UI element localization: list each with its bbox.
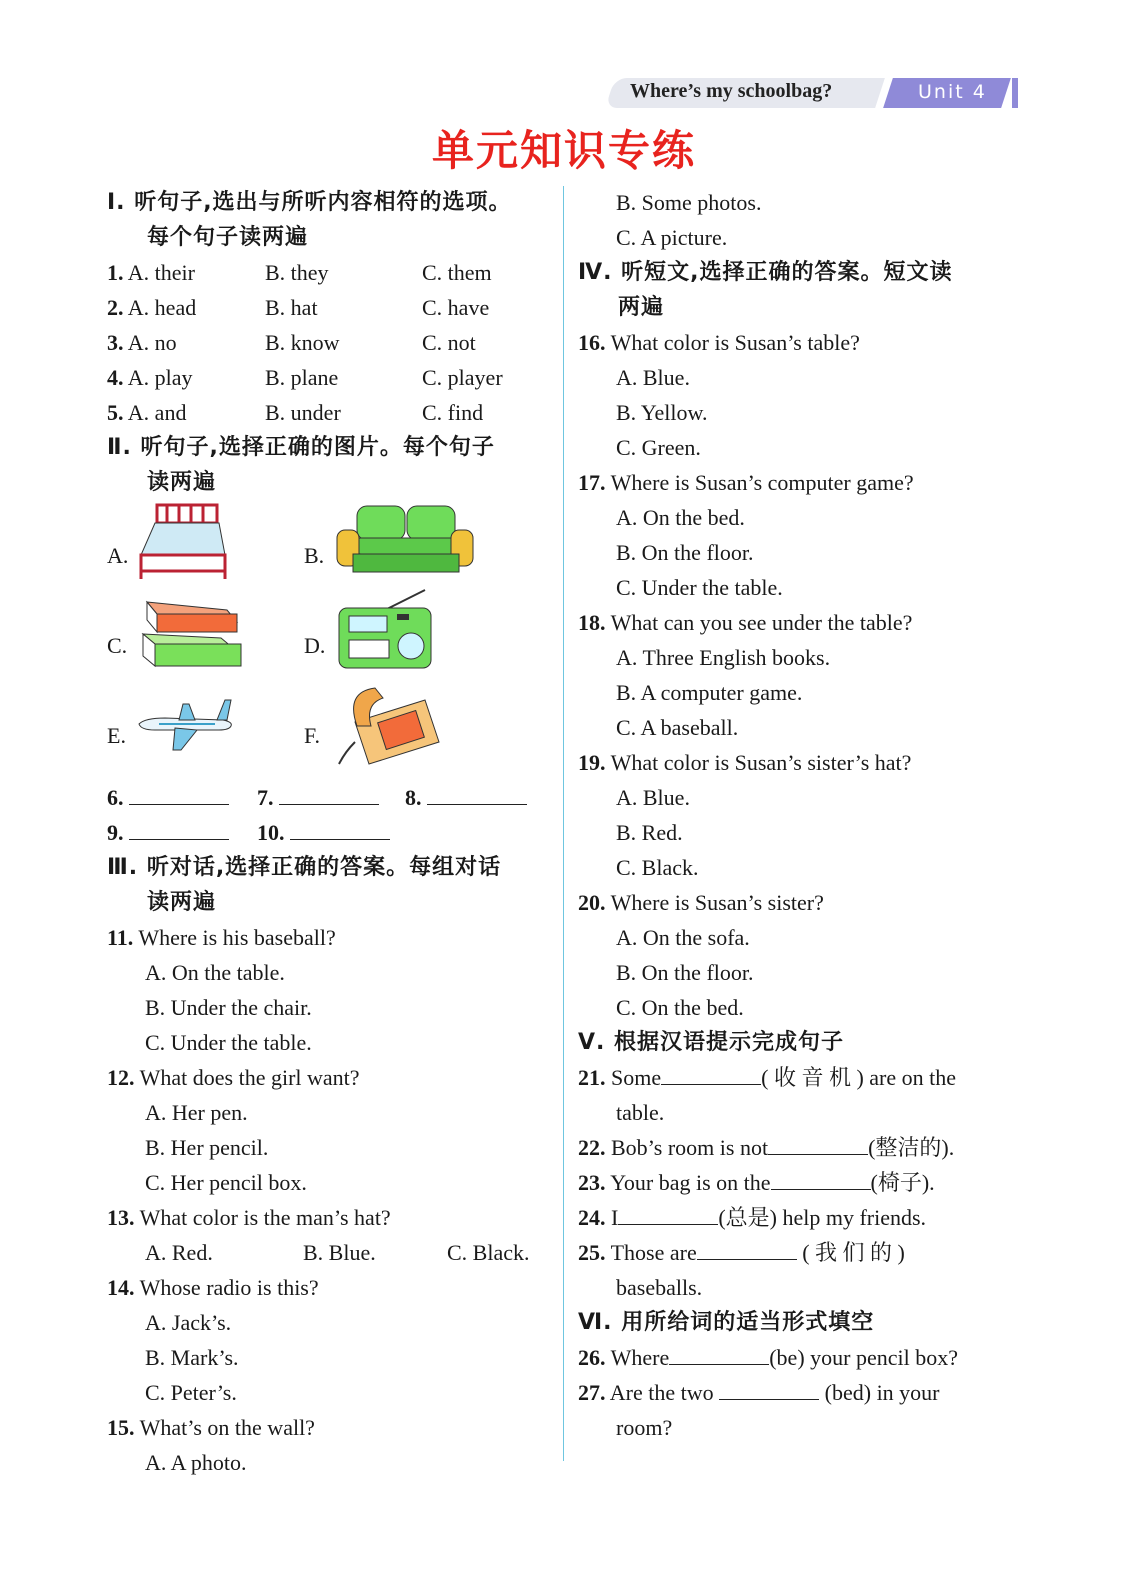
question-number: 6. <box>107 785 124 810</box>
option-b: B. plane <box>265 365 339 390</box>
sentence-continuation: table. <box>616 1100 665 1125</box>
chinese-hint: (椅子). <box>870 1170 935 1195</box>
answer-blank-10[interactable] <box>290 817 390 840</box>
sentence-start: Some <box>611 1065 662 1090</box>
section-1-title: Ⅰ. 听句子,选出与所听内容相符的选项。 <box>107 190 512 215</box>
option-a: A. play <box>127 365 193 390</box>
question-24 <box>578 1200 1023 1235</box>
question-12 <box>107 1060 552 1095</box>
word-hint: (bed) in your <box>824 1380 940 1405</box>
question-17 <box>578 465 1023 500</box>
option-b: B. A computer game. <box>616 680 803 705</box>
question-number: 22. <box>578 1135 606 1160</box>
question-number: 24. <box>578 1205 606 1230</box>
option-c: C. Peter’s. <box>145 1380 237 1405</box>
option-b: B. hat <box>265 295 318 320</box>
option-b: B. know <box>265 330 340 355</box>
question-number: 21. <box>578 1065 606 1090</box>
picture-label-d: D. <box>304 633 326 658</box>
option-a: A. On the sofa. <box>616 925 750 950</box>
sentence-start: I <box>611 1205 619 1230</box>
question-number: 26. <box>578 1345 606 1370</box>
answer-blank-9[interactable] <box>129 817 229 840</box>
question-13-options <box>107 1235 552 1270</box>
section-3-title: Ⅲ. 听对话,选择正确的答案。每组对话 <box>107 855 502 880</box>
answer-blank-7[interactable] <box>279 782 379 805</box>
unit-tab-bar <box>1012 78 1018 108</box>
right-column <box>578 185 1023 1445</box>
unit-title: Where’s my schoolbag? <box>630 80 833 102</box>
question-26 <box>578 1340 1023 1375</box>
section-4-title-cont: 两遍 <box>618 295 665 320</box>
option-b: B. under <box>265 400 341 425</box>
option-a: A. Three English books. <box>616 645 831 670</box>
option-b: B. Under the chair. <box>145 995 312 1020</box>
question-text: Where is Susan’s sister? <box>610 890 824 915</box>
question-number: 5. <box>107 400 124 425</box>
question-number: 3. <box>107 330 124 355</box>
section-6-title: Ⅵ. 用所给词的适当形式填空 <box>578 1310 875 1335</box>
option-b: B. Her pencil. <box>145 1135 269 1160</box>
section-3-title-cont: 读两遍 <box>147 890 217 915</box>
answer-blank-8[interactable] <box>427 782 527 805</box>
question-text: Where is his baseball? <box>138 925 336 950</box>
option-c: C. A picture. <box>616 225 728 250</box>
question-text: Whose radio is this? <box>139 1275 319 1300</box>
option-b: B. they <box>265 260 329 285</box>
question-number: 2. <box>107 295 124 320</box>
question-5 <box>107 395 552 430</box>
section-2-title: Ⅱ. 听句子,选择正确的图片。每个句子 <box>107 435 495 460</box>
question-13 <box>107 1200 552 1235</box>
airplane-icon <box>135 690 235 760</box>
answer-blank-26[interactable] <box>669 1342 769 1365</box>
question-number: 4. <box>107 365 124 390</box>
answer-blank-25[interactable] <box>697 1237 797 1260</box>
chinese-hint: ( 收 音 机 ) <box>761 1065 864 1090</box>
answer-blank-23[interactable] <box>771 1167 871 1190</box>
question-number: 25. <box>578 1240 606 1265</box>
question-16 <box>578 325 1023 360</box>
answer-blank-22[interactable] <box>768 1132 868 1155</box>
chinese-hint: ( 我 们 的 ) <box>802 1240 905 1265</box>
question-number: 11. <box>107 925 134 950</box>
sentence-start: Bob’s room is not <box>611 1135 769 1160</box>
picture-label-e: E. <box>107 723 126 748</box>
option-c: C. them <box>422 260 492 285</box>
question-number: 23. <box>578 1170 606 1195</box>
option-b: B. Some photos. <box>616 190 762 215</box>
sentence-continuation: room? <box>616 1415 673 1440</box>
question-number: 8. <box>405 785 422 810</box>
question-11 <box>107 920 552 955</box>
question-text: What can you see under the table? <box>610 610 913 635</box>
option-b: B. On the floor. <box>616 960 754 985</box>
option-c: C. Under the table. <box>145 1030 312 1055</box>
question-15 <box>107 1410 552 1445</box>
option-c: C. Black. <box>447 1240 530 1265</box>
sentence-start: Are the two <box>609 1380 714 1405</box>
option-a: A. A photo. <box>145 1450 247 1475</box>
question-number: 15. <box>107 1415 135 1440</box>
picture-label-c: C. <box>107 633 128 658</box>
question-number: 14. <box>107 1275 135 1300</box>
option-c: C. player <box>422 365 503 390</box>
question-number: 27. <box>578 1380 606 1405</box>
question-25 <box>578 1235 1023 1270</box>
sentence-continuation: baseballs. <box>616 1275 703 1300</box>
question-18 <box>578 605 1023 640</box>
option-b: B. Blue. <box>303 1240 376 1265</box>
answer-blank-27[interactable] <box>719 1377 819 1400</box>
picture-label-b: B. <box>304 543 325 568</box>
page-title: 单元知识专练 <box>431 126 696 175</box>
picture-label-f: F. <box>304 723 320 748</box>
question-text: What color is the man’s hat? <box>139 1205 391 1230</box>
question-23 <box>578 1165 1023 1200</box>
question-20 <box>578 885 1023 920</box>
option-c: C. find <box>422 400 484 425</box>
option-a: A. On the table. <box>145 960 285 985</box>
question-1 <box>107 255 552 290</box>
option-c: C. Black. <box>616 855 699 880</box>
word-hint: (be) your pencil box? <box>769 1345 958 1370</box>
question-text: What does the girl want? <box>139 1065 360 1090</box>
option-a: A. On the bed. <box>616 505 745 530</box>
radio-icon <box>335 588 435 678</box>
option-b: B. Red. <box>616 820 683 845</box>
sentence-end: are on the <box>869 1065 957 1090</box>
option-c: C. A baseball. <box>616 715 739 740</box>
question-text: What color is Susan’s table? <box>610 330 860 355</box>
question-text: Where is Susan’s computer game? <box>610 470 914 495</box>
question-number: 9. <box>107 820 124 845</box>
section-1-title-cont: 每个句子读两遍 <box>147 225 309 250</box>
answer-blanks-row-2 <box>107 815 552 850</box>
answer-blank-24[interactable] <box>618 1202 718 1225</box>
question-4 <box>107 360 552 395</box>
question-number: 12. <box>107 1065 135 1090</box>
option-c: C. On the bed. <box>616 995 744 1020</box>
section-2-title-cont: 读两遍 <box>147 470 217 495</box>
question-3 <box>107 325 552 360</box>
section-5-title: Ⅴ. 根据汉语提示完成句子 <box>578 1030 845 1055</box>
section-4-title: Ⅳ. 听短文,选择正确的答案。短文读 <box>578 260 953 285</box>
picture-label-a: A. <box>107 543 129 568</box>
sofa-icon <box>335 502 475 577</box>
question-27 <box>578 1375 1023 1410</box>
option-b: B. Mark’s. <box>145 1345 239 1370</box>
question-number: 20. <box>578 890 606 915</box>
question-number: 19. <box>578 750 606 775</box>
question-22 <box>578 1130 1023 1165</box>
question-text: What’s on the wall? <box>139 1415 315 1440</box>
question-number: 7. <box>257 785 274 810</box>
option-a: A. and <box>127 400 187 425</box>
option-c: C. Green. <box>616 435 701 460</box>
question-number: 1. <box>107 260 124 285</box>
option-c: C. Her pencil box. <box>145 1170 307 1195</box>
option-a: A. their <box>127 260 195 285</box>
option-a: A. Jack’s. <box>145 1310 232 1335</box>
question-21 <box>578 1060 1023 1095</box>
option-c: C. have <box>422 295 490 320</box>
option-a: A. Her pen. <box>145 1100 248 1125</box>
question-19 <box>578 745 1023 780</box>
option-c: C. Under the table. <box>616 575 783 600</box>
question-2 <box>107 290 552 325</box>
question-14 <box>107 1270 552 1305</box>
telephone-icon <box>335 682 445 772</box>
sentence-start: Your bag is on the <box>610 1170 771 1195</box>
option-a: A. head <box>127 295 197 320</box>
question-number: 10. <box>257 820 285 845</box>
question-number: 17. <box>578 470 606 495</box>
option-a: A. no <box>127 330 177 355</box>
chinese-hint: (整洁的). <box>868 1135 955 1160</box>
question-number: 18. <box>578 610 606 635</box>
column-divider <box>563 186 564 1461</box>
picture-options <box>107 500 552 780</box>
question-number: 16. <box>578 330 606 355</box>
books-icon <box>137 592 247 672</box>
left-column <box>107 185 552 1480</box>
sentence-start: Where <box>610 1345 670 1370</box>
option-a: A. Blue. <box>616 785 690 810</box>
option-c: C. not <box>422 330 476 355</box>
option-a: A. Blue. <box>616 365 690 390</box>
sentence-start: Those are <box>610 1240 697 1265</box>
unit-label: Unit 4 <box>918 81 987 103</box>
question-text: What color is Susan’s sister’s hat? <box>610 750 912 775</box>
answer-blank-21[interactable] <box>661 1062 761 1085</box>
option-b: B. Yellow. <box>616 400 708 425</box>
answer-blanks-row-1 <box>107 780 552 815</box>
option-b: B. On the floor. <box>616 540 754 565</box>
chinese-hint: (总是) help my friends. <box>718 1205 927 1230</box>
answer-blank-6[interactable] <box>129 782 229 805</box>
option-a: A. Red. <box>145 1240 213 1265</box>
bed-icon <box>137 500 227 580</box>
question-number: 13. <box>107 1205 135 1230</box>
